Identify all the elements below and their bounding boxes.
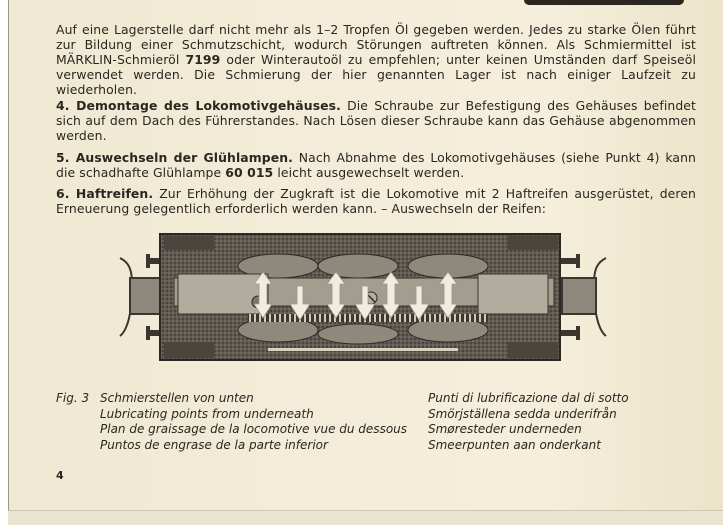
right-coupler xyxy=(562,258,606,336)
locomotive-underside-illustration xyxy=(118,230,608,364)
bulb-part-number: 60 015 xyxy=(225,165,274,180)
left-coupler xyxy=(120,258,164,336)
scan-shadow xyxy=(524,0,684,5)
section-heading: 4. Demontage des Lokomotivgehäuses. xyxy=(56,98,341,113)
caption-english: Lubricating points from underneath xyxy=(100,406,314,421)
paragraph-traction-tires: 6. Haftreifen. Zur Erhöhung der Zugkraft ist die Lokomotive mit 2 Haftreifen ausgerüstet, deren Erneuerung gelegentlich erforderlich werden kann. – Auswechseln der Reifen: xyxy=(56,186,696,216)
caption-french: Plan de graissage de la locomotive vue du dessous xyxy=(100,422,408,436)
figure-label: Fig. 3 xyxy=(56,391,90,405)
caption-dutch: Smeerpunten aan onderkant xyxy=(428,437,601,452)
caption-spanish: Puntos de engrase de la parte inferior xyxy=(100,437,328,452)
caption-swedish: Smörjställena sedda underifrån xyxy=(428,406,617,421)
paragraph-bulb-replacement: 5. Auswechseln der Glühlampen. Nach Abnahme des Lokomotivgehäuses (siehe Punkt 4) kann die schadhafte Glühlampe 60 015 leicht ausgewechselt werden. xyxy=(56,150,696,180)
page-number: 4 xyxy=(56,469,64,482)
scan-margin xyxy=(0,0,8,525)
paragraph-lubrication: Auf eine Lagerstelle darf nicht mehr als 1–2 Tropfen Öl gegeben werden. Jedes zu starke Ölen führt zur Bildung einer Schmutzschicht, wodurch Störungen auftreten können. Als Schmiermittel ist MÄRKLIN-Schmieröl 7199 oder Winterautoöl zu empfehlen; unter keinen Umständen darf Speiseöl verwendet werden. Die Schmierung der hier genannten Lager ist nach einiger Laufzeit zu wiederholen. xyxy=(56,22,697,97)
caption-italian: Punti di lubrificazione dal di sotto xyxy=(428,391,629,405)
caption-german: Schmierstellen von unten xyxy=(100,391,254,405)
section-heading: 5. Auswechseln der Glühlampen. xyxy=(56,150,293,165)
oil-product-number: 7199 xyxy=(185,52,221,67)
figure-caption-right xyxy=(428,391,629,453)
paragraph-housing-removal: 4. Demontage des Lokomotivgehäuses. Die Schraube zur Befestigung des Gehäuses befindet sich auf dem Dach des Führerstandes. Nach Lösen dieser Schraube kann das Gehäuse abgenommen werden. xyxy=(56,98,696,143)
caption-danish: Smøresteder underneden xyxy=(428,422,582,436)
figure-caption-left xyxy=(56,391,407,453)
section-heading: 6. Haftreifen. xyxy=(56,186,154,201)
